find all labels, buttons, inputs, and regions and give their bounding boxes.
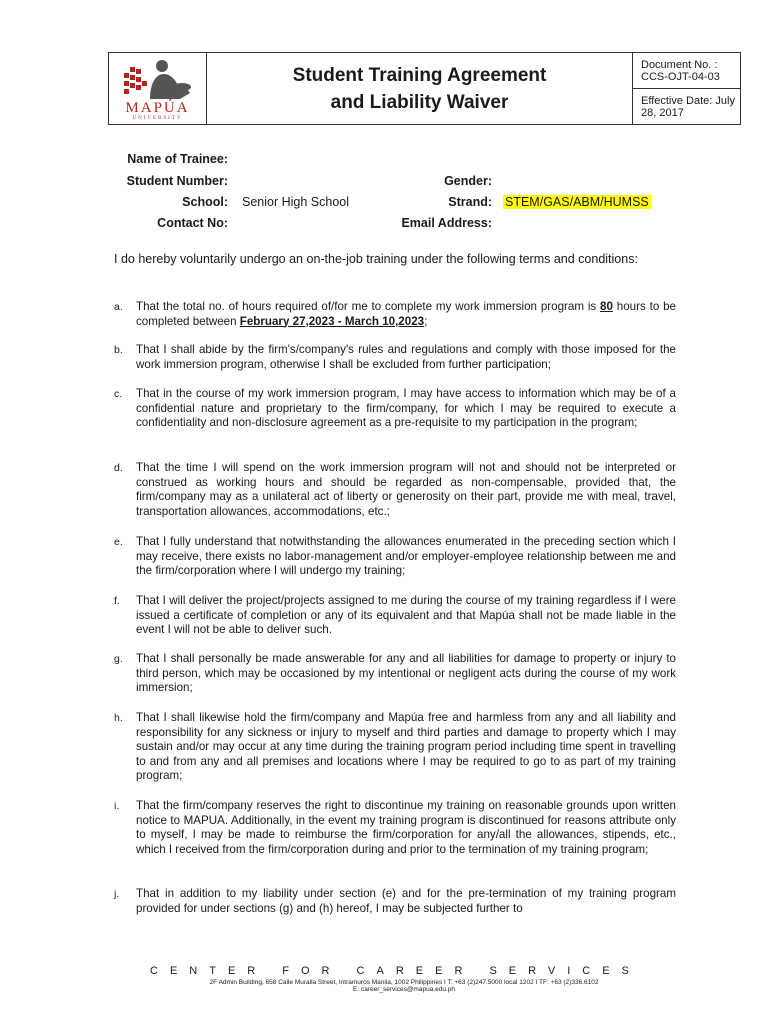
date-range: February 27,2023 - March 10,2023 [239, 314, 425, 328]
document-header [108, 52, 741, 125]
item-text: That I shall personally be made answerable for any and all liabilities for damage to property or injury to third person, which may be occasioned by my intentional or negligent acts during the course of my work immersion; [136, 652, 676, 694]
item-letter: b. [114, 344, 123, 356]
item-text: That in addition to my liability under section (e) and for the pre-termination of my training program provided for under sections (g) and (h) hereof, I may be subjected further to [136, 887, 676, 915]
item-letter: e. [114, 536, 123, 548]
school-value: Senior High School [242, 195, 350, 209]
logo-subtext: UNIVERSITY [132, 115, 183, 121]
strand-value: STEM/GAS/ABM/HUMSS [505, 195, 649, 209]
document-meta [633, 53, 740, 124]
school-label: School: [182, 195, 228, 209]
strand-label: Strand: [448, 195, 492, 209]
logo-wordmark: MAPÚA [125, 99, 190, 116]
hours-value: 80 [600, 300, 613, 313]
footer-title: CENTER FOR CAREER SERVICES [150, 965, 641, 977]
item-letter: a. [114, 301, 123, 313]
term-item [114, 343, 676, 372]
page-footer [0, 965, 768, 993]
term-item [114, 652, 676, 696]
mapua-seal-icon [120, 57, 196, 103]
item-letter: g. [114, 653, 123, 665]
item-text: That the firm/company reserves the right to discontinue my training on reasonable grounds upon written notice to MAPUA. Additionally, in the event my training program is discontinued for reasons attribute only to myself, I may be made to reimburse the firm/corporation for any/all the allowances, stipends, etc., which I received from the firm/corporation during and prior to the termination of my training program; [136, 799, 676, 856]
contact-label: Contact No: [157, 216, 228, 230]
item-text: That I shall abide by the firm's/company's rules and regulations and comply with those imposed for the work immersion program, otherwise I shall be excluded from further participation; [136, 343, 676, 371]
item-text: That the time I will spend on the work immersion program will not and should not be interpreted or construed as working hours and should be regarded as non-compensable, provided that, the firm/company may as a unilateral act of liberty or generosity on their part, provide me with meal, travel, transportation allowances, accommodations, etc.; [136, 461, 676, 518]
title-line-1: Student Training Agreement [292, 64, 547, 86]
email-label: Email Address: [401, 216, 492, 230]
title-line-2: and Liability Waiver [330, 91, 509, 113]
effective-date: Effective Date: July 28, 2017 [633, 88, 740, 124]
item-letter: h. [114, 712, 123, 724]
item-text: That the total no. of hours required of/for me to complete my work immersion program is 80 hours to be completed between February 27,2023 - March 10,2023; [136, 300, 676, 328]
document-title [207, 53, 633, 124]
footer-email: E: career_services@mapua.edu.ph [353, 986, 455, 993]
term-item [114, 799, 676, 857]
footer-address: 2F Admin Building, 658 Calle Muralla Street, Intramuros Manila, 1002 Philippines I T: +63 (2)247.5000 local 1202 I TF: +63 (2)336.6102 [209, 979, 599, 986]
name-label: Name of Trainee: [127, 152, 228, 166]
term-item [114, 711, 676, 784]
item-text: That I will deliver the project/projects assigned to me during the course of my training regardless if I were issued a certificate of completion or any of its equivalent and that Mapúa shall not be made liable in the event I will not be able to deliver such. [136, 594, 676, 636]
item-letter: f. [114, 595, 120, 607]
document-number: Document No. : CCS-OJT-04-03 [641, 58, 720, 83]
item-letter: i. [114, 800, 120, 812]
student-number-label: Student Number: [126, 174, 228, 188]
item-text: That I shall likewise hold the firm/company and Mapúa free and harmless from any and all liability and responsibility for any sickness or injury to myself and third parties and damage to property which I may sustain and/or may occur at any time during the training program period including time spent in travelling to and from any and all premises and locations where I may be required to go to as part of my training program; [136, 711, 676, 782]
intro-paragraph: I do hereby voluntarily undergo an on-the-job training under the following terms and conditions: [114, 252, 638, 266]
term-item [114, 535, 676, 579]
term-item [114, 300, 676, 329]
item-letter: c. [114, 388, 123, 400]
gender-label: Gender: [444, 174, 492, 188]
item-text: That in the course of my work immersion program, I may have access to information which may be of a confidential nature and proprietary to the firm/company, for which I may be required to execute a confidentiality and non-disclosure agreement as a pre-requisite to my participation in the program; [136, 387, 676, 429]
item-letter: d. [114, 462, 123, 474]
term-item [114, 461, 676, 519]
term-item [114, 387, 676, 431]
term-item [114, 887, 676, 916]
university-logo [109, 53, 207, 124]
item-letter: j. [114, 888, 120, 900]
term-item [114, 594, 676, 638]
item-text: That I fully understand that notwithstanding the allowances enumerated in the preceding section which I may receive, there exists no labor-management and/or employer-employee relationship between me and the firm/corporation where I will undergo my training; [136, 535, 676, 577]
